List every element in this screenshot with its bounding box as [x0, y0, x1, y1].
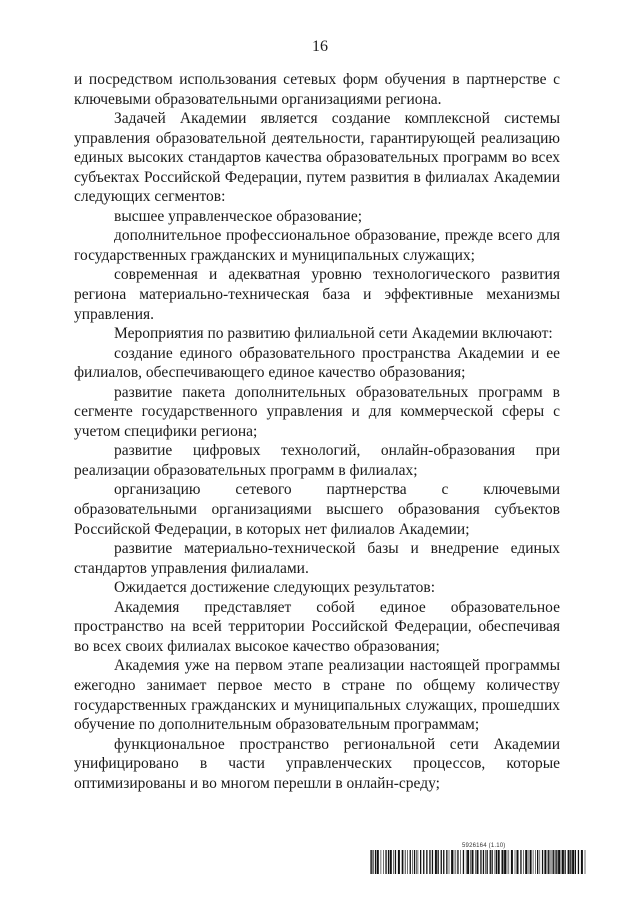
paragraph-result-first-place: Академия уже на первом этапе реализации настоящей программы ежегодно занимает первое место в стране по общему количеству государственных гражданских и муниципальных служащих, прошедших обучение по дополнительным образовательным программам; [74, 657, 560, 734]
paragraph-segment-higher-education: высшее управленческое образование; [114, 207, 363, 225]
paragraph-academy-task: Задачей Академии является создание комплексной системы управления образовательной деятельности, гарантирующей реализацию единых высоких стандартов качества образовательных программ во всех субъектах Российской Федерации, путем развития в филиалах Академии следующих сегментов: [74, 110, 560, 206]
paragraph-measure-network-partnership: организацию сетевого партнерства с ключевыми образовательными организациями высшего образования субъектов Российской Федерации, в которых нет филиалов Академии; [74, 481, 560, 538]
paragraph-measure-unified-space: создание единого образовательного пространства Академии и ее филиалов, обеспечивающего единое качество образования; [74, 344, 560, 382]
paragraph-measure-material-base: развитие материально-технической базы и внедрение единых стандартов управления филиалами. [74, 540, 560, 577]
paragraph-measure-digital-tech: развитие цифровых технологий, онлайн-образования при реализации образовательных программ в филиалах; [74, 442, 560, 479]
page-number: 16 [312, 38, 328, 55]
paragraph-segment-material-base: современная и адекватная уровню технологического развития региона материально-техническая база и эффективные механизмы управления. [74, 266, 560, 323]
paragraph-measures-intro: Мероприятия по развитию филиальной сети Академии включают: [114, 325, 553, 343]
paragraph-result-unified-processes: функциональное пространство региональной сети Академии унифицировано в части управленческих процессов, которые оптимизированы и во многом перешли в онлайн-среду; [74, 735, 560, 792]
paragraph-continuation: и посредством использования сетевых форм обучения в партнерстве с ключевыми образовательными организациями региона. [74, 71, 560, 108]
barcode [370, 850, 588, 874]
paragraph-results-intro: Ожидается достижение следующих результатов: [114, 579, 436, 597]
document-code: 5926164 (1.10) [462, 843, 506, 849]
paragraph-result-unified-space: Академия представляет собой единое образовательное пространство на всей территории Российской Федерации, обеспечивая во всех своих филиалах высокое качество образования; [74, 598, 560, 655]
body-text [74, 70, 560, 793]
paragraph-measure-programs-package: развитие пакета дополнительных образовательных программ в сегменте государственного управления и для коммерческой сферы с учетом специфики региона; [74, 383, 560, 440]
paragraph-segment-additional-education: дополнительное профессиональное образование, прежде всего для государственных гражданских и муниципальных служащих; [74, 227, 560, 264]
